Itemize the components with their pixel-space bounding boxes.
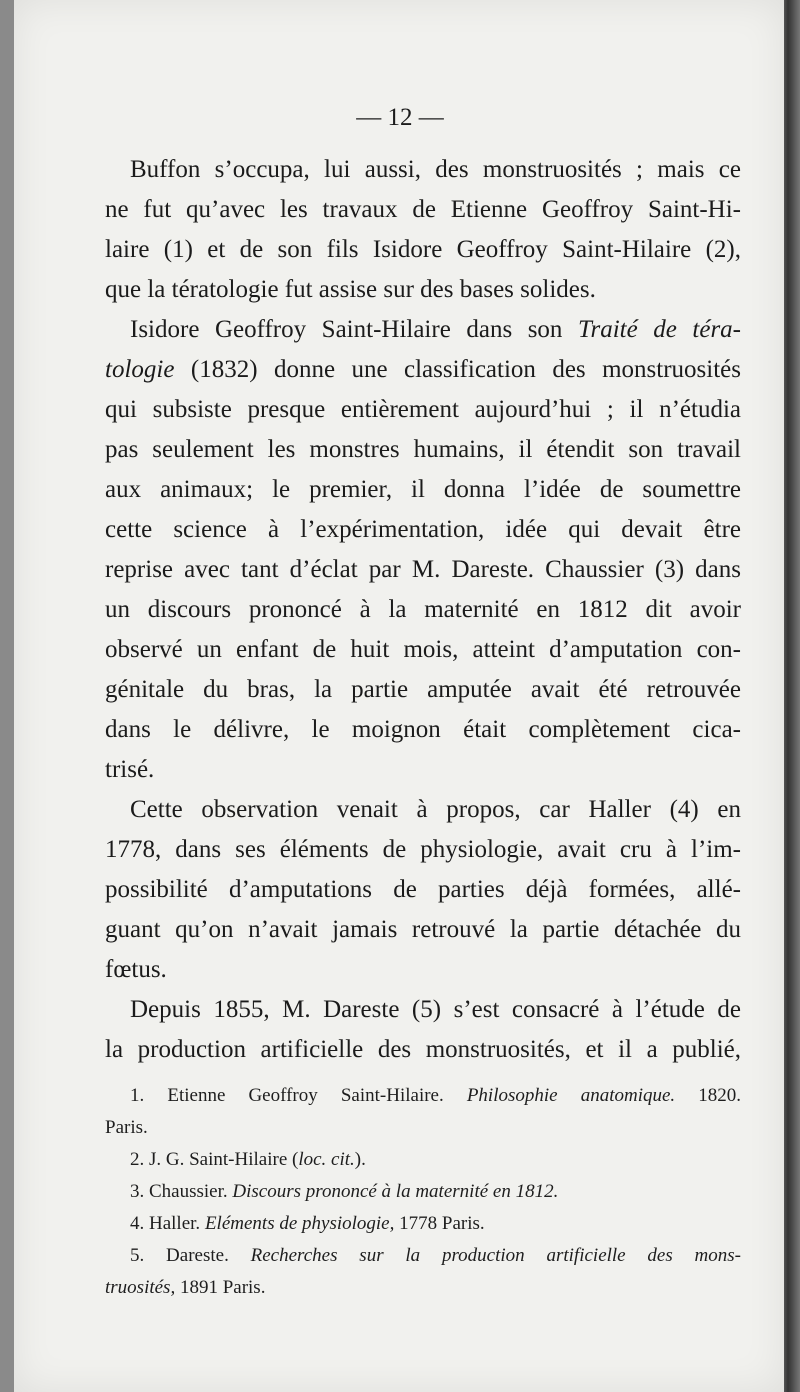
footnote-text: 3. Chaussier. [130, 1181, 233, 1202]
text-line: fœtus. [105, 956, 167, 983]
book-title: tologie [105, 356, 175, 383]
footnote-text: ). [354, 1149, 366, 1170]
footnote [130, 1176, 741, 1208]
text-line: la production artificielle des monstruosités, et il a publié, [105, 1036, 741, 1063]
text-line: guant qu’on n’avait jamais retrouvé la partie détachée du [105, 916, 741, 943]
footnote-title: Philosophie anatomique. [466, 1085, 676, 1106]
text-line: cette science à l’expérimentation, idée qui devait être [105, 516, 741, 543]
text-line: pas seulement les monstres humains, il étendit son travail [105, 436, 741, 463]
text-line: reprise avec tant d’éclat par M. Dareste. Chaussier (3) dans [105, 556, 741, 583]
footnote [130, 1080, 741, 1112]
text-line: trisé. [105, 756, 155, 783]
text-line: dans le délivre, le moignon était complètement cica- [105, 716, 741, 743]
footnote-text: 1778 Paris. [394, 1213, 485, 1234]
text-line: aux animaux; le premier, il donna l’idée de soumettre [105, 476, 741, 503]
text-line: 1778, dans ses éléments de physiologie, avait cru à l’im- [105, 836, 741, 863]
page-number: — 12 — [356, 104, 444, 131]
text-line: ne fut qu’avec les travaux de Etienne Geoffroy Saint-Hi- [105, 196, 741, 223]
footnote-title: loc. cit. [298, 1149, 355, 1170]
footnote-text: 1. Etienne Geoffroy Saint-Hilaire. [130, 1085, 467, 1106]
footnote-text: 5. Dareste. [130, 1245, 251, 1266]
footnote-title: Eléments de physiologie, [204, 1213, 395, 1234]
text-line: un discours prononcé à la maternité en 1812 dit avoir [105, 596, 741, 623]
footnote-title: Recherches sur la production artificielle des mons- [250, 1245, 741, 1266]
footnote-title: truosités, [105, 1277, 176, 1298]
footnote-text: 1891 Paris. [175, 1277, 266, 1298]
text-line [130, 310, 741, 350]
footnote-text: 4. Haller. [130, 1213, 205, 1234]
footnote [130, 1208, 741, 1240]
text-line: observé un enfant de huit mois, atteint d’amputation con- [105, 636, 741, 663]
text-line [105, 350, 741, 390]
text-line: Buffon s’occupa, lui aussi, des monstruosités ; mais ce [130, 156, 741, 183]
text-line: Depuis 1855, M. Dareste (5) s’est consacré à l’étude de [130, 996, 741, 1023]
page-edge-shadow [784, 0, 800, 1392]
footnote-title: Discours prononcé à la maternité en 1812. [232, 1181, 559, 1202]
text-line: Cette observation venait à propos, car Haller (4) en [130, 796, 741, 823]
text-run: Isidore Geoffroy Saint-Hilaire dans son [130, 316, 578, 343]
text-line: que la tératologie fut assise sur des bases solides. [105, 276, 596, 303]
footnote-text: Paris. [105, 1117, 148, 1138]
text-line: laire (1) et de son fils Isidore Geoffroy Saint-Hilaire (2), [105, 236, 741, 263]
text-line: qui subsiste presque entièrement aujourd’hui ; il n’étudia [105, 396, 741, 423]
footnote-text: 1820. [675, 1085, 741, 1106]
footnote [105, 1272, 741, 1304]
book-title: Traité de téra- [577, 316, 741, 343]
footnote-text: 2. J. G. Saint-Hilaire ( [130, 1149, 299, 1170]
footnote [130, 1144, 741, 1176]
text-line: possibilité d’amputations de parties déjà formées, allé- [105, 876, 741, 903]
text-run: (1832) donne une classification des monstruosités [174, 356, 741, 383]
footnote [130, 1240, 741, 1272]
footnote [105, 1112, 741, 1144]
text-line: génitale du bras, la partie amputée avait été retrouvée [105, 676, 741, 703]
